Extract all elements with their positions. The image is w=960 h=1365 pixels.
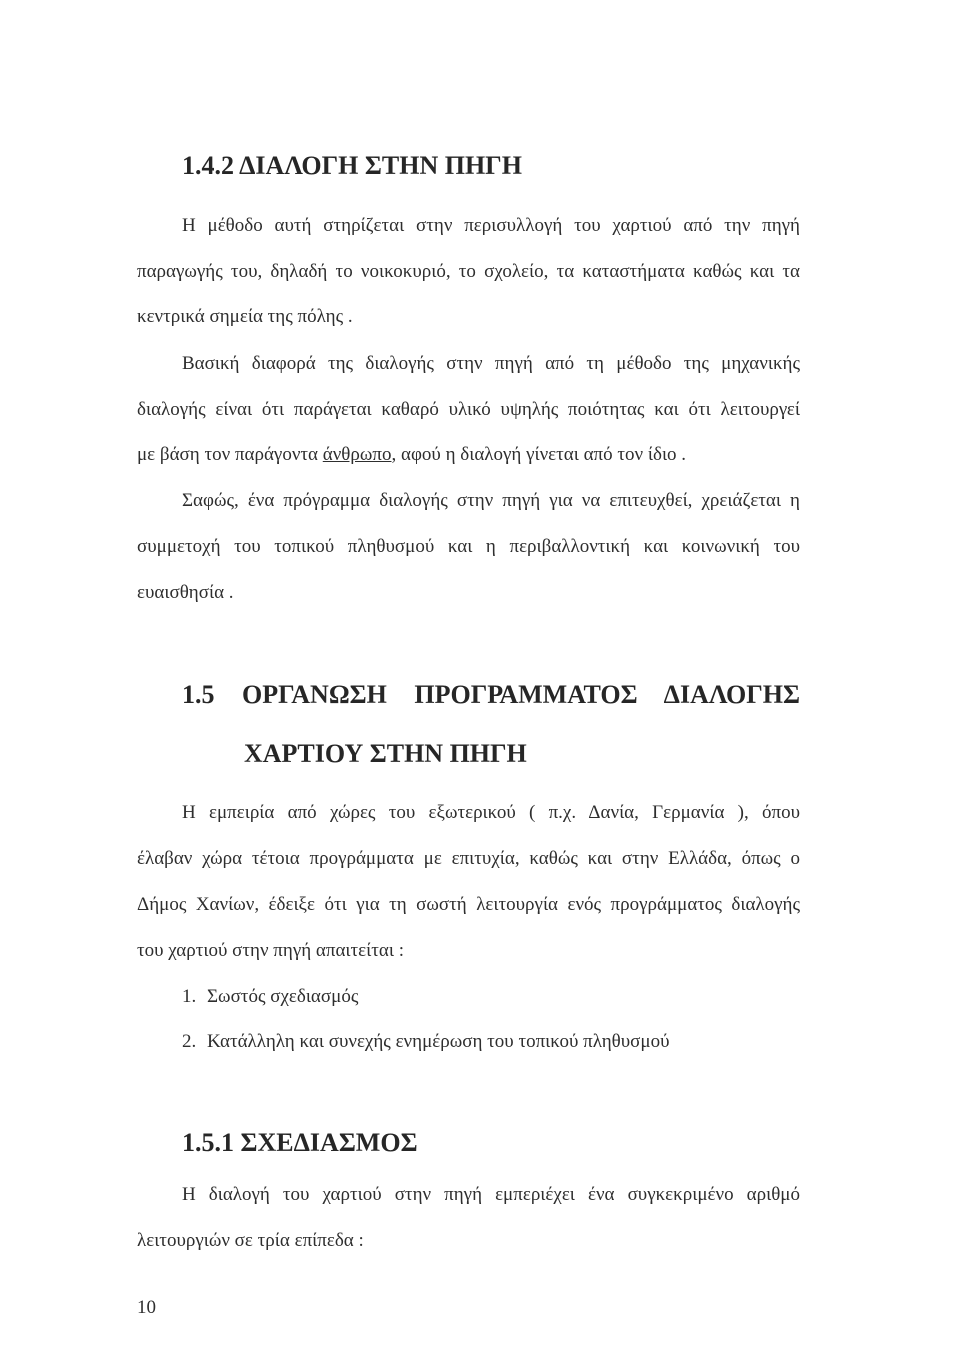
paragraph-line: Σαφώς, ένα πρόγραμμα διαλογής στην πηγή για να επιτευχθεί, χρειάζεται η bbox=[182, 490, 800, 511]
page-number: 10 bbox=[137, 1297, 156, 1318]
underlined-word: άνθρωπο bbox=[322, 444, 392, 465]
text-segment: με βάση τον παράγοντα bbox=[137, 444, 323, 465]
section-heading-1-5-continued: ΧΑΡΤΙΟΥ ΣΤΗΝ ΠΗΓΗ bbox=[244, 739, 527, 768]
list-item bbox=[182, 985, 358, 1009]
section-heading-1-5: 1.5 ΟΡΓΑΝΩΣΗ ΠΡΟΓΡΑΜΜΑΤΟΣ ΔΙΑΛΟΓΗΣ bbox=[182, 680, 800, 709]
paragraph-line: του χαρτιού στην πηγή απαιτείται : bbox=[137, 940, 404, 961]
paragraph-line: Η εμπειρία από χώρες του εξωτερικού ( π.χ. Δανία, Γερμανία ), όπου bbox=[182, 802, 800, 823]
list-item bbox=[182, 1030, 670, 1054]
paragraph-line: λειτουργιών σε τρία επίπεδα : bbox=[137, 1230, 364, 1251]
paragraph-line: παραγωγής του, δηλαδή το νοικοκυριό, το σχολείο, τα καταστήματα καθώς και τα bbox=[137, 261, 800, 282]
list-item-text: Κατάλληλη και συνεχής ενημέρωση του τοπικού πληθυσμού bbox=[207, 1031, 670, 1052]
paragraph-line: συμμετοχή του τοπικού πληθυσμού και η περιβαλλοντική και κοινωνική του bbox=[137, 536, 800, 557]
paragraph-line: διαλογής είναι ότι παράγεται καθαρό υλικό υψηλής ποιότητας και ότι λειτουργεί bbox=[137, 399, 800, 420]
paragraph-line: έλαβαν χώρα τέτοια προγράμματα με επιτυχία, καθώς και στην Ελλάδα, όπως ο bbox=[137, 848, 800, 869]
text-segment: , αφού η διαλογή γίνεται από τον ίδιο . bbox=[391, 444, 687, 465]
paragraph-line bbox=[137, 443, 686, 467]
paragraph-line: ευαισθησία . bbox=[137, 582, 234, 603]
list-item-number: 1. bbox=[182, 986, 197, 1007]
section-heading-1-4-2: 1.4.2 ΔΙΑΛΟΓΗ ΣΤΗΝ ΠΗΓΗ bbox=[182, 151, 522, 180]
paragraph-line: κεντρικά σημεία της πόλης . bbox=[137, 306, 353, 327]
paragraph-line: Δήμος Χανίων, έδειξε ότι για τη σωστή λειτουργία ενός προγράμματος διαλογής bbox=[137, 894, 800, 915]
paragraph-line: Η διαλογή του χαρτιού στην πηγή εμπεριέχει ένα συγκεκριμένο αριθμό bbox=[182, 1184, 800, 1205]
section-heading-1-5-1: 1.5.1 ΣΧΕΔΙΑΣΜΟΣ bbox=[182, 1128, 418, 1157]
list-item-text: Σωστός σχεδιασμός bbox=[207, 986, 359, 1007]
paragraph-line: Βασική διαφορά της διαλογής στην πηγή από τη μέθοδο της μηχανικής bbox=[182, 353, 800, 374]
paragraph-line: Η μέθοδο αυτή στηρίζεται στην περισυλλογή του χαρτιού από την πηγή bbox=[182, 215, 800, 236]
list-item-number: 2. bbox=[182, 1031, 197, 1052]
